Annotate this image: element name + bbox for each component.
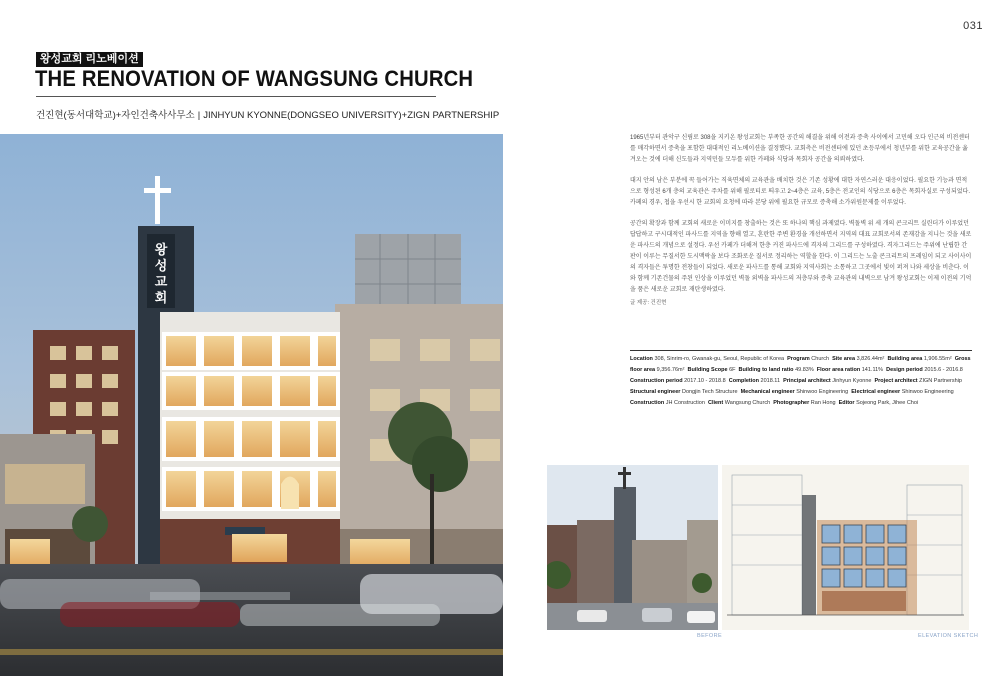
spec-label: Program — [787, 356, 810, 362]
spec-value: ZIGN Partnership — [919, 378, 962, 384]
spec-label: Editor — [838, 400, 855, 406]
spec-label: Completion — [728, 378, 759, 384]
spec-value: 2015.6 - 2016.8 — [924, 367, 963, 373]
body-paragraph-2: 대지 안의 남은 부분에 꼭 들어가는 직육면체의 교육관을 배치한 것은 기존 성황에 대한 자연스러운 대응이었다. 필요한 기능과 면적으로 형성된 6개 층의 교육관은 주차를 위해 필로티로 띄우고 2~4층은 교육, 5층은 전교인의 식당으로 6층은 목회자실로 구성되었다. 카페의 경우, 첩을 우선시 한 교회의 요청에 따라 본당 위에 필요한 규모로 증축해 소가위원문제를 이루었다. — [630, 178, 970, 206]
credits-separator: | — [197, 110, 201, 121]
spec-value: JH Construction — [665, 400, 705, 406]
spec-value: Shinwoo Engineering — [901, 389, 954, 395]
spec-label: Design period — [886, 367, 923, 373]
spec-value: Shinwoo Engineering — [796, 389, 849, 395]
spec-label: Construction period — [630, 378, 683, 384]
spec-label: Building area — [887, 356, 923, 362]
spec-value: Wangsung Church — [724, 400, 771, 406]
spec-value: Dongjin Tech Structure — [681, 389, 738, 395]
project-specs — [630, 354, 972, 409]
spec-label: Structural engineer — [630, 389, 681, 395]
tower-sign-char-2: 성 — [154, 258, 168, 273]
spec-value: Church — [811, 356, 830, 362]
spec-label: Mechanical engineer — [740, 389, 795, 395]
body-paragraph-3: 공간의 확장과 함께 교회의 새로운 이미지를 창출하는 것은 또 하나의 핵심 과제였다. 벽돌벽 위 세 개의 콘크리트 실린더가 이루었던 답답하고 구시대적인 파사드를 지역을 향해 열고, 혼란한 주변 환경을 개선하면서 지역의 대표 교회로서의 존재감을 지니는 것을 새로운 파사드의 개념으로 설정다. 우선 카페가 더해져 한층 커진 파사드에 격자의 그리드를 구성하였다. 격자그리드는 주위에 난립한 간판이 이루는 무질서한 도시맥락을 보다 조화로운 질서로 정리하는 역할을 한다. 이 그리드는 노출 콘크리트의 프레임이 되고 사이사이의 격자들은 투명한 전창들이 되었다. 새로운 파사드를 통해 교회와 지역사회는 소통하고 그곳에서 빛이 퍼져 나와 세상을 비춘다. 이와 함께 기존건물의 주된 인상을 이루었던 벽돌 외벽을 파사드의 저층부와 증축 교육관의 내벽으로 남겨 왕성교회는 이제 이전의 기억을 품은 새로운 교회로 재탄생하였다. — [630, 221, 972, 293]
spec-label: Electrical engineer — [851, 389, 901, 395]
spec-label: Client — [707, 400, 724, 406]
spec-value: 49.83% — [795, 367, 814, 373]
spec-label: Construction — [630, 400, 665, 406]
spec-value: 9,356.76m² — [656, 367, 685, 373]
spec-label: Principal architect — [783, 378, 831, 384]
tower-sign-char-4: 회 — [154, 290, 168, 305]
elevation-sketch — [722, 465, 969, 630]
cross-icon — [155, 176, 160, 224]
spec-label: Gross floor area — [630, 356, 971, 373]
title-rule — [36, 96, 436, 97]
before-photo — [547, 465, 718, 630]
spec-label: Building Scope — [687, 367, 728, 373]
spec-value: Sojeong Park, Jihee Choi — [856, 400, 919, 406]
spec-value: 308, Sinrim-ro, Gwanak-gu, Seoul, Republic of Korea — [654, 356, 785, 362]
spec-value: Jinhyun Kyonne — [832, 378, 872, 384]
spec-value: 2018.11 — [760, 378, 781, 384]
spec-value: 6F — [729, 367, 736, 373]
spec-value: 141.11% — [861, 367, 884, 373]
spec-label: Project architect — [874, 378, 918, 384]
spec-label: Building to land ratio — [738, 367, 794, 373]
spec-value: 1,906.55m² — [923, 356, 952, 362]
text-credit: 글 제공: 건진현 — [630, 300, 667, 306]
tower-sign-char-1: 왕 — [154, 242, 168, 257]
spec-label: Site area — [832, 356, 856, 362]
korean-title-tag: 왕성교회 리노베이션 — [36, 52, 143, 67]
tower-sign-char-3: 교 — [154, 274, 168, 289]
article-title: THE RENOVATION OF WANGSUNG CHURCH — [35, 66, 474, 91]
architect-credits — [36, 107, 499, 121]
credits-english: JINHYUN KYONNE(DONGSEO UNIVERSITY)+ZIGN PARTNERSHIP — [203, 110, 500, 121]
spec-label: Location — [630, 356, 653, 362]
body-paragraph-1: 1965년부터 관악구 신림로 308을 지키온 왕성교회는 부족한 공간의 해결을 위해 이전과 증축 사이에서 고민해 오다 인근의 비전센터를 매각하면서 증축을 포함한 대대적인 리노베이션을 결정했다. 교회측은 비전센터에 있던 초등부에서 청년부를 위한 교육공간을 옮겨오는 것에 더해 신도들과 지역민들 모두를 위한 카페와 식당과 목회자 공간을 의뢰하였다. — [630, 135, 970, 163]
specs-rule — [630, 350, 972, 351]
before-caption: BEFORE — [697, 633, 723, 639]
article-body — [630, 133, 972, 309]
main-church-photo — [0, 134, 503, 676]
credits-korean: 건진현(동서대학교)+자인건축사사무소 — [36, 110, 195, 121]
spec-label: Photographer — [773, 400, 810, 406]
page-number: 031 — [963, 20, 983, 32]
spec-label: Floor area ration — [816, 367, 861, 373]
spec-value: 2017.10 - 2018.8 — [684, 378, 726, 384]
spec-value: Ran Hong — [810, 400, 836, 406]
elevation-sketch-caption: ELEVATION SKETCH — [918, 633, 979, 639]
spec-value: 3,826.44m² — [856, 356, 885, 362]
